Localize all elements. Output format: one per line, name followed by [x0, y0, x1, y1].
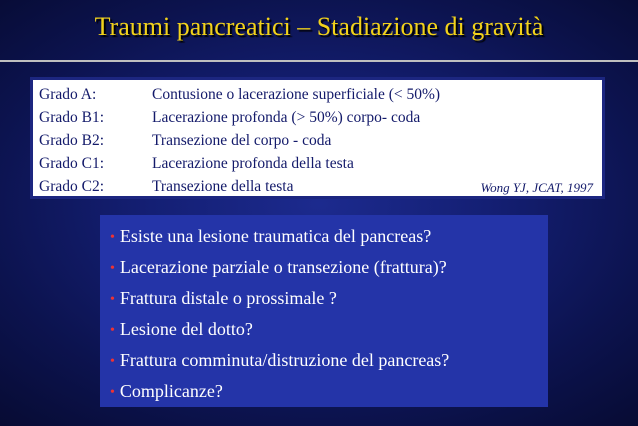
question-text: Frattura comminuta/distruzione del pancreas?	[119, 350, 450, 370]
question-item	[110, 222, 431, 250]
question-text: Lesione del dotto?	[119, 319, 253, 339]
bullet-icon: •	[110, 292, 115, 307]
grade-description: Lacerazione profonda (> 50%) corpo- coda	[152, 109, 421, 126]
grade-description: Transezione del corpo - coda	[152, 132, 332, 149]
bullet-icon: •	[110, 323, 115, 338]
question-item	[110, 284, 337, 312]
citation: Wong YJ, JCAT, 1997	[480, 180, 593, 195]
question-text: Complicanze?	[119, 381, 223, 401]
bullet-icon: •	[110, 261, 115, 276]
question-text: Frattura distale o prossimale ?	[119, 288, 337, 308]
questions-box	[100, 215, 548, 407]
grade-description: Transezione della testa	[152, 178, 294, 195]
question-text: Esiste una lesione traumatica del pancreas?	[119, 226, 432, 246]
question-item	[110, 346, 449, 374]
grade-description: Contusione o lacerazione superficiale (< 50%)	[152, 86, 441, 103]
question-item	[110, 377, 223, 405]
bullet-icon: •	[110, 230, 115, 245]
title-divider	[0, 60, 638, 62]
question-item	[110, 253, 447, 281]
bullet-icon: •	[110, 385, 115, 400]
question-text: Lacerazione parziale o transezione (frattura)?	[119, 257, 447, 277]
grade-code: Grado B2:	[39, 132, 105, 149]
grading-table-box	[30, 77, 605, 199]
grade-code: Grado A:	[39, 86, 97, 103]
grade-code: Grado B1:	[39, 109, 105, 126]
bullet-icon: •	[110, 354, 115, 369]
grade-description: Lacerazione profonda della testa	[152, 155, 354, 172]
question-item	[110, 315, 253, 343]
grade-code: Grado C1:	[39, 155, 105, 172]
grade-code: Grado C2:	[39, 178, 105, 195]
slide-title: Traumi pancreatici – Stadiazione di gravità	[94, 12, 544, 41]
